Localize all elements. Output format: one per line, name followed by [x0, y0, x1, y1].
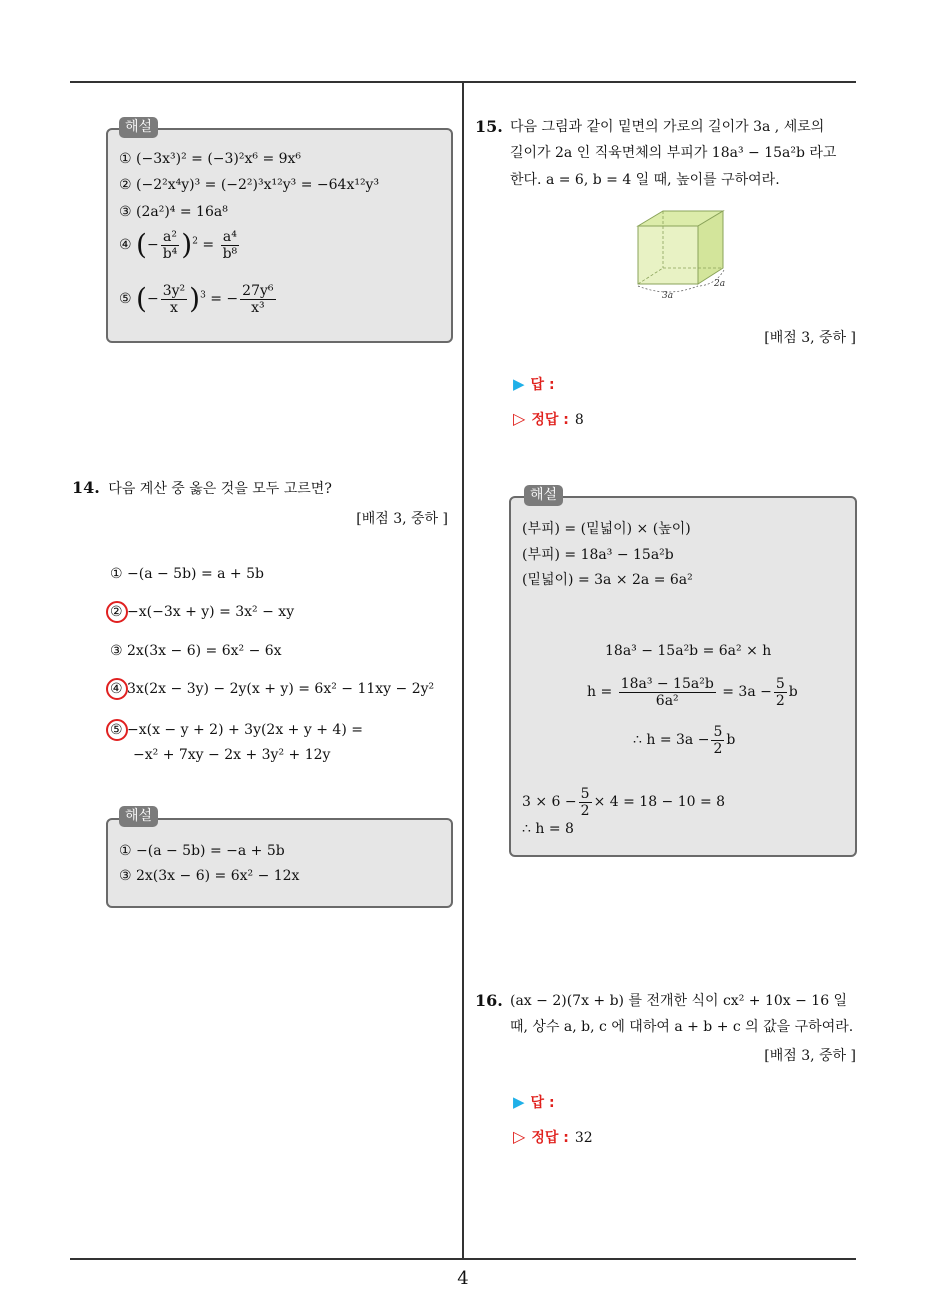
answer-mark-circle — [106, 719, 128, 741]
explanation-tag: 해설 — [524, 485, 563, 506]
column-divider — [462, 82, 464, 1258]
equation-2: h = $\frac{\text{18a³ − 15a²b}}{\text{6a²}}$ = 3a − $\frac{5}{2}$ b — [587, 675, 798, 709]
question-text-line: 다음 그림과 같이 밑면의 가로의 길이가 3a , 세로의 — [510, 119, 825, 135]
explanation-line: (밑넓이) = 3a × 2a = 6a² — [522, 572, 693, 588]
correct-label: 정답 : — [531, 412, 569, 428]
answer-mark-circle — [106, 678, 128, 700]
explanation-line-4: ④ (− $\frac{\text{a²}}{\text{b⁴}}$ )$^2$ = $\frac{\text{a⁴}}{\text{b⁸}}$ — [119, 228, 238, 262]
correct-value: 32 — [574, 1130, 593, 1146]
question-16 — [475, 988, 503, 1015]
explanation-line: ③ (2a²)⁴ = 16a⁸ — [119, 204, 228, 220]
answer-label: 답 : — [530, 1095, 555, 1111]
explanation-box-15 — [509, 496, 857, 857]
fraction: $\frac{\text{a²}}{\text{b⁴}}$ — [162, 228, 178, 262]
explanation-line: ② (−2²x⁴y)³ = (−2²)³x¹²y³ = −64x¹²y³ — [119, 177, 380, 193]
answer-line: ▶ 답 : — [513, 375, 555, 393]
correct-value: 8 — [574, 412, 584, 428]
option-5-continued: −x² + 7xy − 2x + 3y² + 12y — [133, 747, 331, 763]
explanation-line: ① −(a − 5b) = −a + 5b — [119, 843, 285, 859]
equation-1: 18a³ − 15a²b = 6a² × h — [605, 643, 772, 659]
question-text-line: (ax − 2)(7x + b) 를 전개한 식이 cx² + 10x − 16 일 — [510, 993, 848, 1009]
question-15 — [475, 114, 503, 141]
correct-answer-line: ▷ 정답 : 32 — [513, 1127, 593, 1146]
question-number: 15. — [475, 117, 503, 136]
cuboid-figure — [628, 206, 746, 302]
fraction: $\frac{\text{a⁴}}{\text{b⁸}}$ — [222, 228, 238, 262]
circled-number: ⑤ — [119, 291, 132, 307]
question-text-line: 길이가 2a 인 직육면체의 부피가 18a³ − 15a²b 라고 — [510, 145, 837, 161]
bottom-rule — [70, 1258, 856, 1260]
fraction: $\frac{\text{3y²}}{x}$ — [162, 282, 186, 316]
fraction: $\frac{\text{27y⁶}}{\text{x³}}$ — [242, 282, 274, 316]
fraction: $\frac{5}{2}$ — [775, 675, 785, 709]
page-number: 4 — [457, 1268, 469, 1289]
question-number: 14. — [72, 478, 100, 497]
equation-3: ∴ h = 3a − $\frac{5}{2}$ b — [633, 723, 736, 757]
explanation-tag: 해설 — [119, 117, 158, 138]
explanation-line-5: ⑤ (− $\frac{\text{3y²}}{x}$ )$^3$ = − $\frac{\text{27y⁶}}{\text{x³}}$ — [119, 282, 274, 316]
explanation-box-14 — [106, 818, 453, 908]
correct-label: 정답 : — [531, 1130, 569, 1146]
equation-4: 3 × 6 − $\frac{5}{2}$ × 4 = 18 − 10 = 8 — [522, 785, 726, 819]
points-label: [배점 3, 중하 ] — [356, 511, 448, 527]
correct-answer-line: ▷ 정답 : 8 — [513, 409, 584, 428]
option-3: ③ 2x(3x − 6) = 6x² − 6x — [110, 643, 282, 659]
option-1: ① −(a − 5b) = a + 5b — [110, 566, 264, 582]
answer-mark-circle — [106, 601, 128, 623]
question-14 — [72, 475, 332, 502]
width-label: 3a — [662, 291, 674, 301]
answer-line: ▶ 답 : — [513, 1093, 555, 1111]
fraction: $\frac{5}{2}$ — [713, 723, 723, 757]
answer-label: 답 : — [530, 377, 555, 393]
circled-number: ④ — [119, 237, 132, 253]
equation-5: ∴ h = 8 — [522, 821, 574, 837]
explanation-line: ③ 2x(3x − 6) = 6x² − 12x — [119, 868, 300, 884]
explanation-tag: 해설 — [119, 806, 158, 827]
question-number: 16. — [475, 991, 503, 1010]
depth-label: 2a — [714, 279, 726, 289]
option-4: ④ 3x(2x − 3y) − 2y(x + y) = 6x² − 11xy − 2y² — [110, 681, 435, 697]
question-text-line: 때, 상수 a, b, c 에 대하여 a + b + c 의 값을 구하여라. — [510, 1019, 854, 1035]
fraction: $\frac{\text{18a³ − 15a²b}}{\text{6a²}}$ — [620, 675, 714, 709]
fraction: $\frac{5}{2}$ — [580, 785, 590, 819]
option-2: ② −x(−3x + y) = 3x² − xy — [110, 604, 295, 620]
explanation-line: (부피) = (밑넓이) × (높이) — [522, 521, 691, 537]
explanation-box-13 — [106, 128, 453, 343]
points-label: [배점 3, 중하 ] — [764, 330, 856, 346]
explanation-line: ① (−3x³)² = (−3)²x⁶ = 9x⁶ — [119, 151, 302, 167]
points-label: [배점 3, 중하 ] — [764, 1048, 856, 1064]
option-5: ⑤ −x(x − y + 2) + 3y(2x + y + 4) = — [110, 722, 363, 738]
question-text: 다음 계산 중 옳은 것을 모두 고르면? — [108, 481, 332, 497]
explanation-line: (부피) = 18a³ − 15a²b — [522, 547, 674, 563]
question-text-line: 한다. a = 6, b = 4 일 때, 높이를 구하여라. — [510, 172, 780, 188]
